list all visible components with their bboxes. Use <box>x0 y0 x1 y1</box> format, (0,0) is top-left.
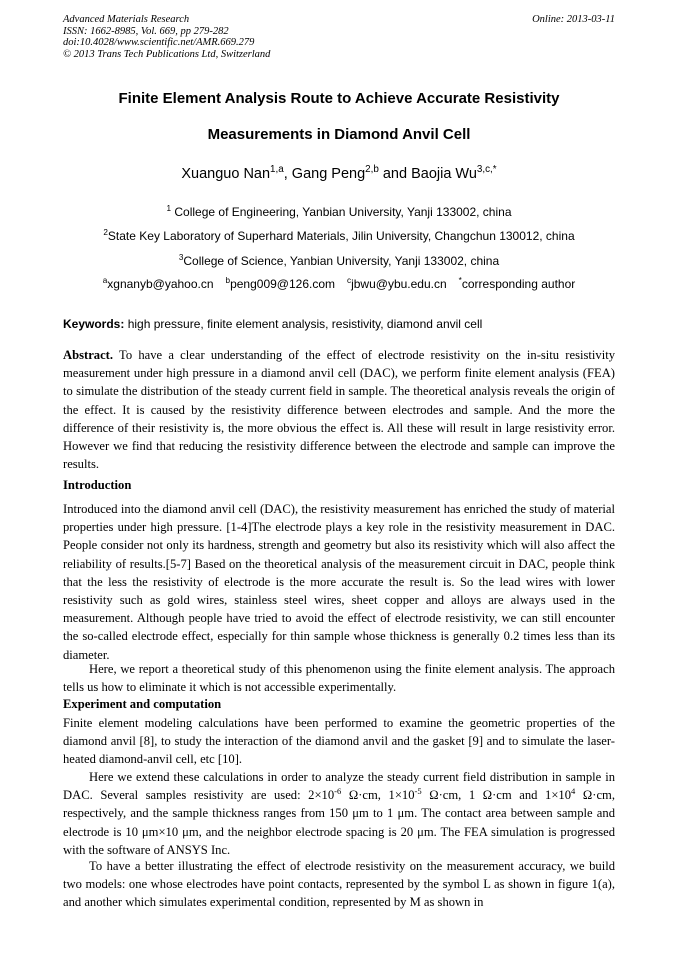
abstract-text: To have a clear understanding of the effect of electrode resistivity on the in-situ resistivity measurement under high pressure in a diamond anvil cell (DAC), we perform finite element analysis (FEA) to simulate the distribution of the steady current field in sample. The theoretical analysis reveals the origin of the effect. It is caused by the resistivity difference between electrodes and sample. And the more the difference of their resistivity is, the more obvious the effect is. All these will result in large resistivity error. However we find that reducing the resistivity difference between the electrode and sample can improve the results. <box>63 348 615 472</box>
experiment-p2-part-b: Ω·cm, 1×10 <box>341 788 415 803</box>
affiliation-1-sup: 1 <box>166 204 172 213</box>
abstract <box>63 346 615 473</box>
author-3-sup: 3,c,* <box>476 164 497 176</box>
exponent-1: -6 <box>334 786 342 797</box>
affiliation-2 <box>40 229 638 243</box>
affiliation-3-text: College of Science, Yanbian University, Yanji 133002, china <box>183 254 500 268</box>
experiment-p2-part-d: Ω·cm, respectively, and the sample thickness ranges from 150 μm to 1 μm. The contact area between sample and electrode is 10 μm×10 μm, and the neighbor electrode spacing is 20 μm. The FEA simulation is progressed with the software of ANSYS Inc. <box>63 788 615 857</box>
experiment-paragraph-1: Finite element modeling calculations have been performed to examine the geometric properties of the diamond anvil [8], to study the interaction of the diamond anvil and the gasket [9] and to simulate the laser-heated diamond-anvil cell, etc [10]. <box>63 716 615 767</box>
experiment-paragraph-3: To have a better illustrating the effect of electrode resistivity on the measurement accuracy, we build two models: one whose electrodes have point contacts, represented by the symbol L as shown in figure 1(a), and another which simulates experimental condition, represented by M as shown in <box>63 859 615 910</box>
email-a-sup: a <box>102 276 108 285</box>
experiment-heading: Experiment and computation <box>63 697 222 711</box>
email-line <box>40 277 638 291</box>
doi-line: doi:10.4028/www.scientific.net/AMR.669.279 <box>63 37 255 48</box>
running-header <box>63 14 615 60</box>
exponent-2: -5 <box>414 786 422 797</box>
experiment-paragraph-2 <box>63 768 615 859</box>
issn-line: ISSN: 1662-8985, Vol. 669, pp 279-282 <box>63 25 229 37</box>
author-1: Xuanguo Nan <box>181 166 271 182</box>
keywords-text: high pressure, finite element analysis, resistivity, diamond anvil cell <box>124 317 483 331</box>
keywords-label: Keywords: <box>63 317 125 331</box>
author-list <box>40 166 638 182</box>
keywords <box>63 317 615 331</box>
experiment-p2-part-c: Ω·cm, 1 Ω·cm and 1×10 <box>421 788 572 803</box>
author-3: and Baojia Wu <box>378 166 477 182</box>
affiliation-1-text: College of Engineering, Yanbian University, Yanji 133002, china <box>171 205 512 219</box>
journal-name: Advanced Materials Research <box>63 14 190 25</box>
intro-heading: Introduction <box>63 478 132 492</box>
intro-paragraph-1: Introduced into the diamond anvil cell (DAC), the resistivity measurement has enriched the study of material properties under high pressure. [1-4]The electrode plays a key role in the resistivity measurement in DAC. People consider not only its hardness, strength and geometry but also its resistivity which will also affect the reliability of results.[5-7] Based on the theoretical analysis of the measurement circuit in DAC, people think that the less the resistivity of electrode is the more accurate the result is. So the lead wires with lower resistivity such as gold wires, stainless steel wires, sheet copper and alloys are always used in the measurement. Although people have tried to avoid the effect of electrode resistivity, we can still encounter the so-called electrode effect, especially for thin sample whose thickness is generally 0.2 times less than its diameter. <box>63 502 615 662</box>
affiliation-3-sup: 3 <box>178 253 184 262</box>
email-b-sup: b <box>225 276 231 285</box>
author-1-sup: 1,a <box>270 164 284 176</box>
intro-paragraph-2: Here, we report a theoretical study of this phenomenon using the finite element analysis. The approach tells us how to eliminate it which is not accessible experimentally. <box>63 662 615 695</box>
affiliation-1 <box>40 205 638 219</box>
author-2: , Gang Peng <box>283 166 366 182</box>
affiliation-2-text: State Key Laboratory of Superhard Materials, Jilin University, Changchun 130012, china <box>107 229 575 243</box>
copyright-line: © 2013 Trans Tech Publications Ltd, Switzerland <box>63 48 271 60</box>
paper-title-line-2: Measurements in Diamond Anvil Cell <box>207 126 471 143</box>
author-2-sup: 2,b <box>365 164 379 176</box>
email-c[interactable]: jbwu@ybu.edu.cn <box>351 277 447 291</box>
email-b[interactable]: peng009@126.com <box>230 277 336 291</box>
email-a[interactable]: xgnanyb@yahoo.cn <box>107 277 214 291</box>
experiment-p2-part-a: Here we extend these calculations in order to analyze the steady current field distribution in sample in DAC. Several samples resistivity are used: 2×10 <box>63 770 615 803</box>
paper-title-line-1: Finite Element Analysis Route to Achieve Accurate Resistivity <box>118 90 560 107</box>
email-c-sup: c <box>347 276 352 285</box>
affiliation-3 <box>40 254 638 268</box>
abstract-label: Abstract. <box>63 348 114 362</box>
corresponding-author-note: corresponding author <box>461 277 576 291</box>
corresponding-sup: * <box>458 276 462 285</box>
online-date: Online: 2013-03-11 <box>532 14 615 25</box>
affiliation-2-sup: 2 <box>103 228 108 237</box>
exponent-3: 4 <box>571 786 576 797</box>
